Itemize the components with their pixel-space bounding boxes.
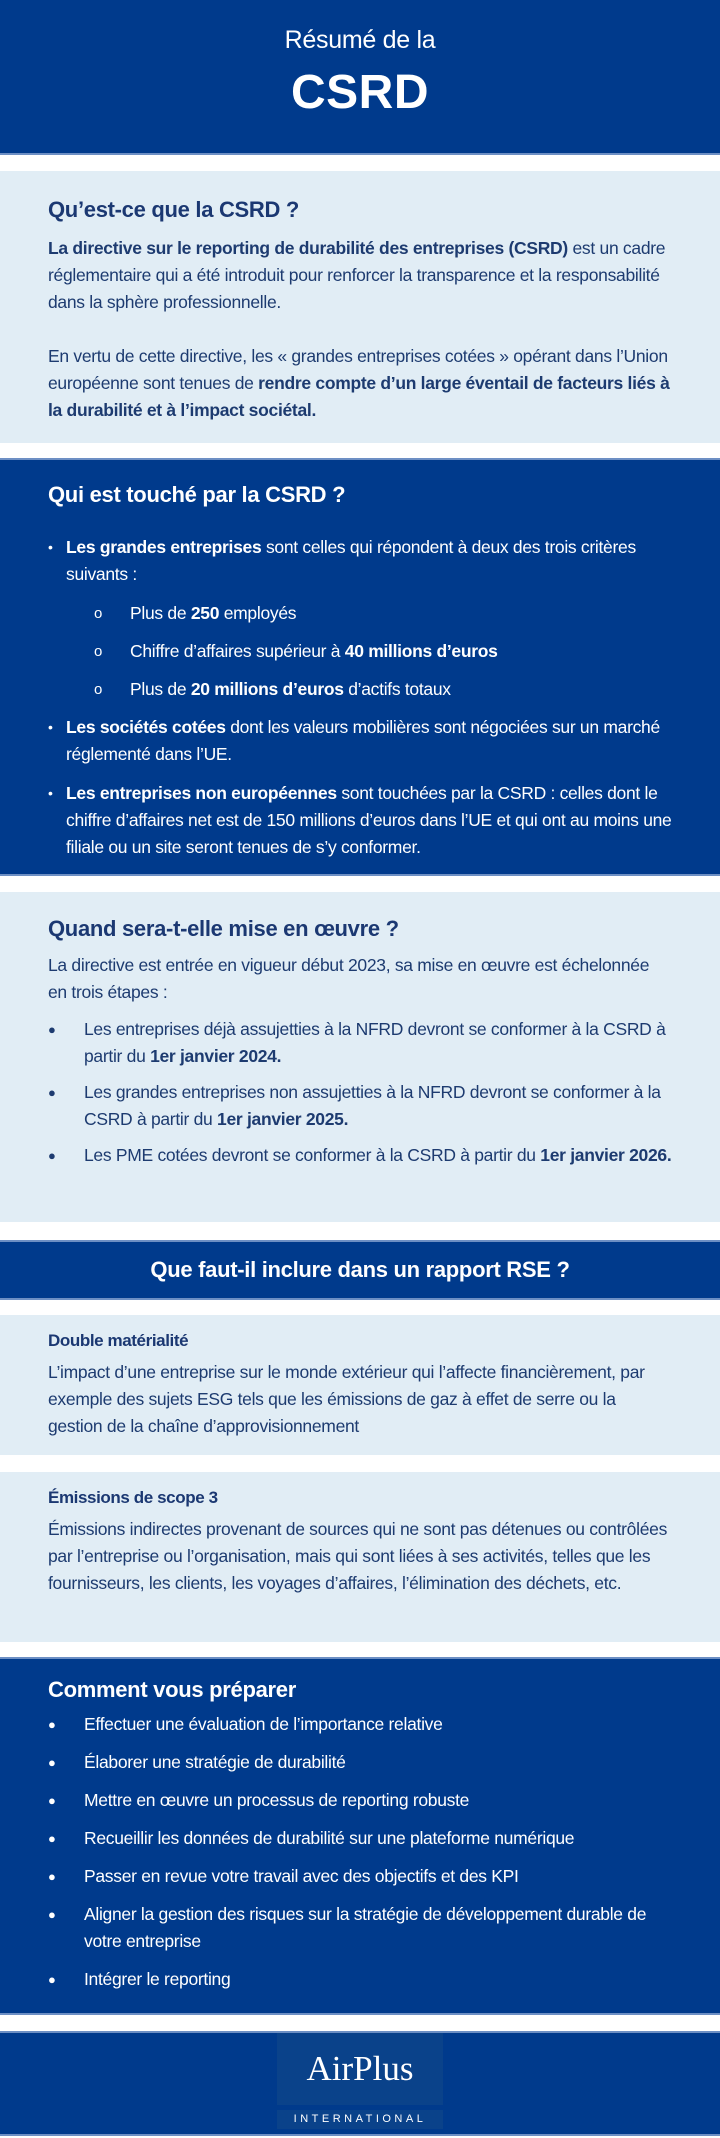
text: sont touchées par la CSRD : celles dont le chiffre d’affaires net est de 150 millions d’euros dans l’UE et qui ont au moins une filiale ou un site seront tenues de s’y conformer. (66, 783, 672, 857)
criteria-text (130, 676, 451, 703)
list-item-text (84, 1079, 672, 1133)
list-item (48, 1079, 672, 1133)
circle-bullet-icon: o (94, 643, 103, 660)
criteria-list (48, 600, 672, 703)
circle-bullet-icon: o (94, 605, 103, 622)
list-item-text: Effectuer une évaluation de l’importance relative (84, 1714, 443, 1734)
divider (0, 1455, 720, 1472)
list-item-text: Aligner la gestion des risques sur la stratégie de développement durable de votre entreprise (84, 1904, 647, 1951)
section-heading: Comment vous préparer (48, 1677, 296, 1702)
bold-text: 1er janvier 2025. (217, 1109, 349, 1129)
list-item (48, 1016, 672, 1070)
criteria-item (94, 676, 672, 703)
text: Chiffre d’affaires supérieur à (130, 641, 345, 661)
bullet-icon: ● (48, 1717, 56, 1732)
info-box-scope3-emissions (0, 1472, 720, 1642)
section-heading: Qui est touché par la CSRD ? (48, 482, 346, 507)
section-what-is-csrd (0, 171, 720, 443)
page-footer (0, 2031, 720, 2136)
list-item-text: Élaborer une stratégie de durabilité (84, 1752, 346, 1772)
bold-text: 250 (190, 603, 220, 623)
list-item-text (84, 1142, 671, 1169)
bullet-icon: ● (48, 1755, 56, 1770)
bullet-icon: ● (48, 1972, 56, 1987)
bullet-icon: • (48, 785, 53, 801)
list-item-text (84, 1016, 672, 1070)
list-item-text (66, 714, 672, 768)
header-subtitle: Résumé de la (284, 26, 436, 54)
divider (0, 1642, 720, 1657)
bullet-icon: ● (48, 1793, 56, 1808)
bullet-icon: ● (48, 1907, 56, 1922)
bold-text: Les grandes entreprises (66, 537, 262, 557)
box-text: Émissions indirectes provenant de sources qui ne sont pas détenues ou contrôlées par l’entreprise ou l’organisation, mais qui sont liées à ses activités, telles que les fournisseurs, les clients, les voyages d’affaires, l’élimination des déchets, etc. (48, 1519, 668, 1593)
divider (0, 2015, 720, 2031)
list-item (48, 1863, 672, 1890)
list-item (48, 1787, 672, 1814)
info-box-double-materiality (0, 1315, 720, 1455)
bullet-icon: ● (48, 1085, 56, 1100)
list-item (48, 780, 672, 861)
list-item-text: Mettre en œuvre un processus de reporting robuste (84, 1790, 470, 1810)
bold-text: 1er janvier 2026. (540, 1145, 672, 1165)
list-item (48, 714, 672, 768)
text: Plus de (130, 603, 191, 623)
divider (0, 1222, 720, 1240)
criteria-item (94, 638, 672, 665)
list-item-text: Intégrer le reporting (84, 1969, 231, 1989)
section-heading: Qu’est-ce que la CSRD ? (48, 197, 300, 222)
bold-text: Les entreprises non européennes (66, 783, 337, 803)
list-item-text (66, 780, 672, 861)
divider (0, 1300, 720, 1315)
text: d’actifs totaux (343, 679, 451, 699)
text: En vertu de cette directive, les « grandes entreprises cotées » opérant dans l’Union européenne sont tenues de (48, 346, 668, 393)
section-who-is-affected (0, 458, 720, 876)
bold-text: 40 millions d’euros (344, 641, 498, 661)
bullet-icon: ● (48, 1869, 56, 1884)
section-heading: Que faut-il inclure dans un rapport RSE ? (150, 1257, 570, 1282)
page-title: CSRD (290, 66, 429, 119)
divider (0, 443, 720, 458)
logo-wordmark-box (277, 2033, 443, 2105)
paragraph-definition (48, 235, 672, 316)
text: dont les valeurs mobilières sont négociées sur un marché réglementé dans l’UE. (66, 717, 660, 764)
logo-subtitle: INTERNATIONAL (277, 2110, 443, 2129)
list-item (48, 1825, 672, 1852)
page-header (0, 0, 720, 155)
criteria-text (130, 600, 296, 627)
section-how-to-prepare (0, 1657, 720, 2015)
text: Les grandes entreprises non assujetties à la NFRD devront se conformer à la CSRD à partir du (84, 1082, 661, 1129)
bullet-icon: ● (48, 1022, 56, 1037)
list-item (48, 1966, 672, 1993)
bold-text: 1er janvier 2024. (150, 1046, 282, 1066)
list-item (48, 534, 672, 588)
list-item-text: Recueillir les données de durabilité sur une plateforme numérique (84, 1828, 575, 1848)
bold-text: La directive sur le reporting de durabilité des entreprises (CSRD) (48, 238, 568, 258)
bullet-icon: ● (48, 1831, 56, 1846)
airplus-logo (277, 2033, 443, 2134)
box-title: Double matérialité (48, 1331, 189, 1350)
list-item (48, 1749, 672, 1776)
divider (0, 876, 720, 892)
list-item (48, 1901, 672, 1955)
bold-text: 20 millions d’euros (190, 679, 344, 699)
list-item (48, 1142, 672, 1169)
bullet-icon: • (48, 719, 53, 735)
box-title: Émissions de scope 3 (48, 1488, 218, 1507)
intro-text: La directive est entrée en vigueur début 2023, sa mise en œuvre est échelonnée en trois étapes : (48, 955, 650, 1002)
bold-text: Les sociétés cotées (66, 717, 226, 737)
section-when-implemented (0, 892, 720, 1222)
list-item-text: Passer en revue votre travail avec des objectifs et des KPI (84, 1866, 519, 1886)
bold-text: rendre compte d’un large éventail de facteurs liés à la durabilité et à l’impact sociétal. (48, 373, 670, 420)
paragraph-obligation (48, 343, 672, 424)
section-banner-include (0, 1240, 720, 1300)
text: Plus de (130, 679, 191, 699)
text: Les PME cotées devront se conformer à la CSRD à partir du (84, 1145, 541, 1165)
text: est un cadre réglementaire qui a été introduit pour renforcer la transparence et la responsabilité dans la sphère professionnelle. (48, 238, 666, 312)
box-text: L’impact d’une entreprise sur le monde extérieur qui l’affecte financièrement, par exemple des sujets ESG tels que les émissions de gaz à effet de serre ou la gestion de la chaîne d’approvisionnement (48, 1362, 645, 1436)
criteria-item (94, 600, 672, 627)
text: Les entreprises déjà assujetties à la NFRD devront se conformer à la CSRD à partir du (84, 1019, 666, 1066)
criteria-text (130, 638, 498, 665)
divider (0, 155, 720, 171)
circle-bullet-icon: o (94, 681, 103, 698)
bullet-icon: • (48, 539, 53, 555)
text: employés (219, 603, 297, 623)
logo-name: AirPlus (306, 2049, 414, 2088)
bullet-icon: ● (48, 1148, 56, 1163)
section-heading: Quand sera-t-elle mise en œuvre ? (48, 916, 399, 941)
text: sont celles qui répondent à deux des trois critères suivants : (66, 537, 636, 584)
list-item (48, 1711, 672, 1738)
list-item-text (66, 534, 672, 588)
